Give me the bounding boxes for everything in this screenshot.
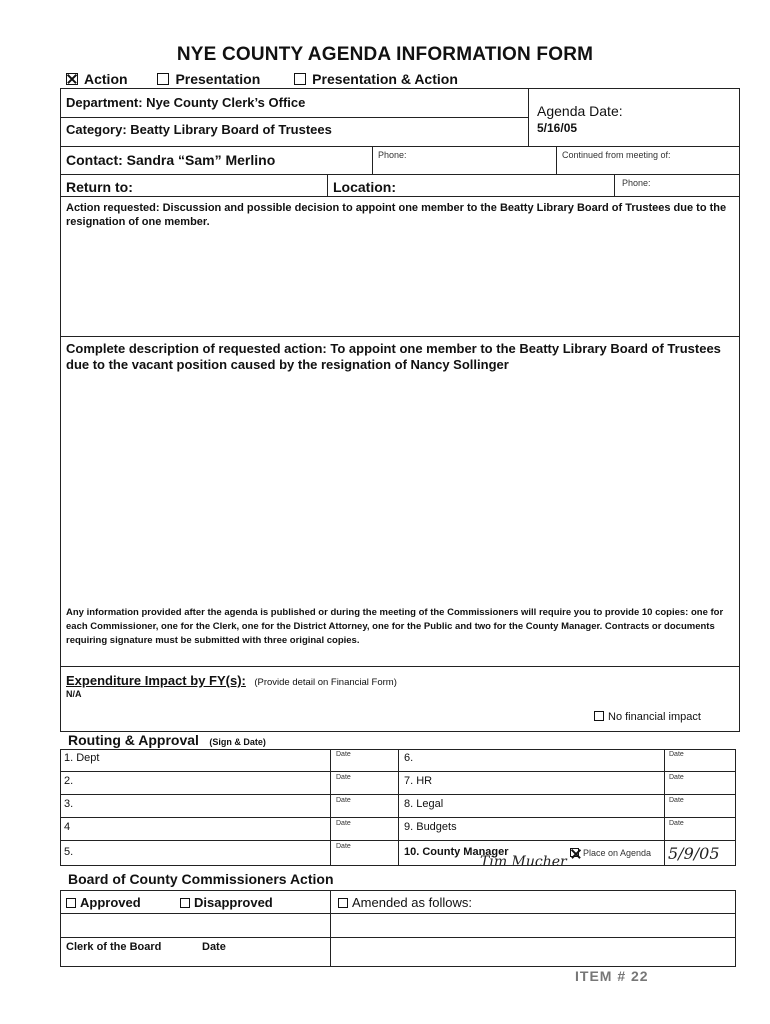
border-line <box>372 146 373 174</box>
expenditure-value: N/A <box>66 689 82 699</box>
routing-left-5: 5. <box>64 846 74 858</box>
border-line <box>739 88 740 732</box>
place-on-agenda[interactable]: Place on Agenda <box>570 848 651 858</box>
checkbox-icon[interactable] <box>594 711 604 721</box>
border-line <box>60 865 736 866</box>
submission-notice: Any information provided after the agenda is published or during the meeting of the Commissioners will require you to provide 10 copies: one for each Commissioner, one for the Clerk, one for the District Attorney, one for the Public and two for the County Manager. Contracts or documents requiring signature must be submitted with three original copies. <box>66 607 724 646</box>
checkbox-icon[interactable] <box>338 898 348 908</box>
border-line <box>60 937 736 938</box>
border-line <box>60 117 528 118</box>
no-financial-impact[interactable]: No financial impact <box>594 711 701 723</box>
checkbox-icon[interactable] <box>157 73 169 85</box>
routing-left-1: 1. Dept <box>64 752 100 764</box>
border-line <box>60 88 61 732</box>
approved-option[interactable]: Approved <box>66 895 141 910</box>
date-label: Date <box>669 820 684 827</box>
expenditure-heading: Expenditure Impact by FY(s): (Provide detail on Financial Form) <box>66 673 397 688</box>
routing-heading: Routing & Approval (Sign & Date) <box>68 732 266 748</box>
board-action-heading: Board of County Commissioners Action <box>68 871 334 887</box>
border-line <box>60 196 740 197</box>
border-line <box>735 749 736 865</box>
border-line <box>664 749 665 865</box>
disapproved-option[interactable]: Disapproved <box>180 895 273 910</box>
border-line <box>330 749 331 865</box>
amended-option[interactable]: Amended as follows: <box>338 895 472 910</box>
border-line <box>60 890 61 966</box>
option-presentation[interactable]: Presentation <box>157 71 260 87</box>
routing-left-3: 3. <box>64 798 74 810</box>
date-label: Date <box>336 751 351 758</box>
border-line <box>528 88 529 146</box>
routing-right-8: 8. Legal <box>404 798 444 810</box>
date-label: Date <box>669 751 684 758</box>
border-line <box>330 890 331 966</box>
date-label: Date <box>336 843 351 850</box>
border-line <box>60 88 740 89</box>
border-line <box>60 666 740 667</box>
option-presentation-action[interactable]: Presentation & Action <box>294 71 458 87</box>
phone-label: Phone: <box>622 178 651 188</box>
checkbox-checked-icon[interactable] <box>66 73 78 85</box>
border-line <box>556 146 557 174</box>
border-line <box>60 336 740 337</box>
routing-left-2: 2. <box>64 775 74 787</box>
border-line <box>60 966 736 967</box>
border-line <box>398 749 399 865</box>
clerk-of-board-label: Clerk of the Board <box>66 941 162 953</box>
category-field: Category: Beatty Library Board of Trustees <box>66 122 332 137</box>
county-manager-signature: Tim Mucher <box>480 854 567 870</box>
clerk-date-label: Date <box>202 941 226 953</box>
phone-label: Phone: <box>378 150 407 160</box>
continued-label: Continued from meeting of: <box>562 150 671 160</box>
routing-right-9: 9. Budgets <box>404 821 457 833</box>
county-manager-date: 5/9/05 <box>668 844 720 863</box>
routing-right-7: 7. HR <box>404 775 433 787</box>
checkbox-icon[interactable] <box>294 73 306 85</box>
form-title: NYE COUNTY AGENDA INFORMATION FORM <box>176 44 594 65</box>
contact-field: Contact: Sandra “Sam” Merlino <box>66 152 276 168</box>
routing-right-10: 10. County Manager <box>404 846 509 858</box>
border-line <box>60 749 61 865</box>
date-label: Date <box>336 774 351 781</box>
checkbox-icon[interactable] <box>66 898 76 908</box>
date-label: Date <box>336 820 351 827</box>
type-options <box>66 71 484 87</box>
border-line <box>60 146 740 147</box>
border-line <box>60 174 740 175</box>
checkbox-icon[interactable] <box>180 898 190 908</box>
routing-left-4: 4 <box>64 821 71 833</box>
location-field: Location: <box>333 179 396 195</box>
return-to-field: Return to: <box>66 179 133 195</box>
option-action[interactable]: Action <box>66 71 128 87</box>
date-label: Date <box>336 797 351 804</box>
border-line <box>614 174 615 196</box>
agenda-date-label: Agenda Date: <box>537 103 623 119</box>
complete-description: Complete description of requested action: To appoint one member to the Beatty Library Board of Trustees due to the vacant position caused by the resignation of Nancy Sollinger <box>66 341 721 372</box>
routing-right-6: 6. <box>404 752 414 764</box>
date-label: Date <box>669 774 684 781</box>
checkbox-checked-icon[interactable] <box>570 848 579 857</box>
border-line <box>60 913 736 914</box>
agenda-date-value: 5/16/05 <box>537 121 578 135</box>
action-requested: Action requested: Discussion and possible decision to appoint one member to the Beatty Library Board of Trustees due to the resignation of one member. <box>66 202 727 228</box>
border-line <box>60 890 736 891</box>
date-label: Date <box>669 797 684 804</box>
border-line <box>327 174 328 196</box>
department-field: Department: Nye County Clerk’s Office <box>66 95 306 110</box>
item-number-stamp: ITEM # 22 <box>575 968 649 984</box>
border-line <box>735 890 736 966</box>
